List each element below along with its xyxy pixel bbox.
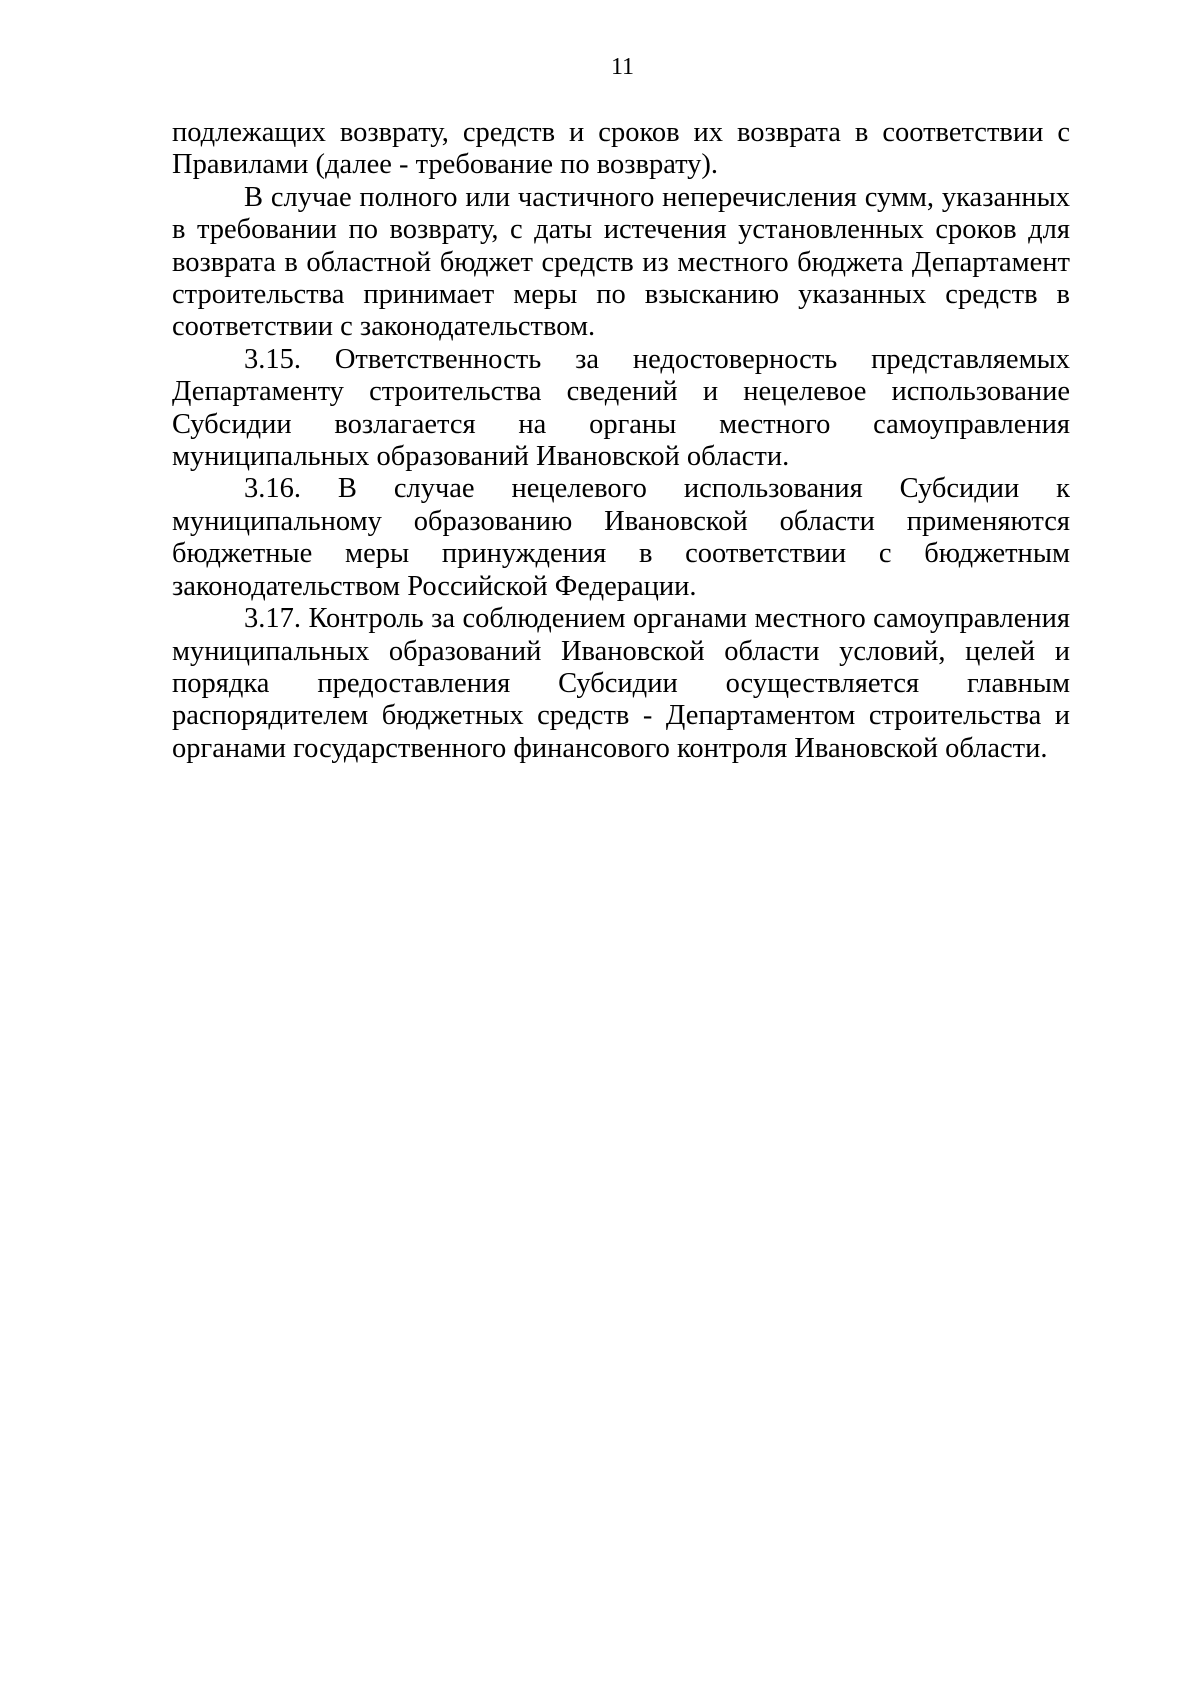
paragraph-3-17: 3.17. Контроль за соблюдением органами местного самоуправления муниципальных образований Ивановской области условий, целей и порядка предоставления Субсидии осуществляется главным распорядителем бюджетных средств - Департаментом строительства и органами государственного финансового контроля Ивановской области. — [172, 603, 1070, 764]
paragraph-3-15: 3.15. Ответственность за недостоверность представляемых Департаменту строительства сведений и нецелевое использование Субсидии возлагается на органы местного самоуправления муниципальных образований Ивановской области. — [172, 343, 1070, 473]
document-body — [172, 117, 1070, 765]
page-number: 11 — [610, 54, 635, 80]
paragraph-return-recovery: В случае полного или частичного неперечисления сумм, указанных в требовании по возврату, с даты истечения установленных сроков для возврата в областной бюджет средств из местного бюджета Департамент строительства принимает меры по взысканию указанных средств в соответствии с законодательством. — [172, 181, 1070, 343]
paragraph-3-16: 3.16. В случае нецелевого использования Субсидии к муниципальному образованию Ивановской области применяются бюджетные меры принуждения в соответствии с бюджетным законодательством Российской Федерации. — [172, 473, 1070, 602]
paragraph-continuation: подлежащих возврату, средств и сроков их возврата в соответствии с Правилами (далее - требование по возврату). — [172, 117, 1070, 181]
